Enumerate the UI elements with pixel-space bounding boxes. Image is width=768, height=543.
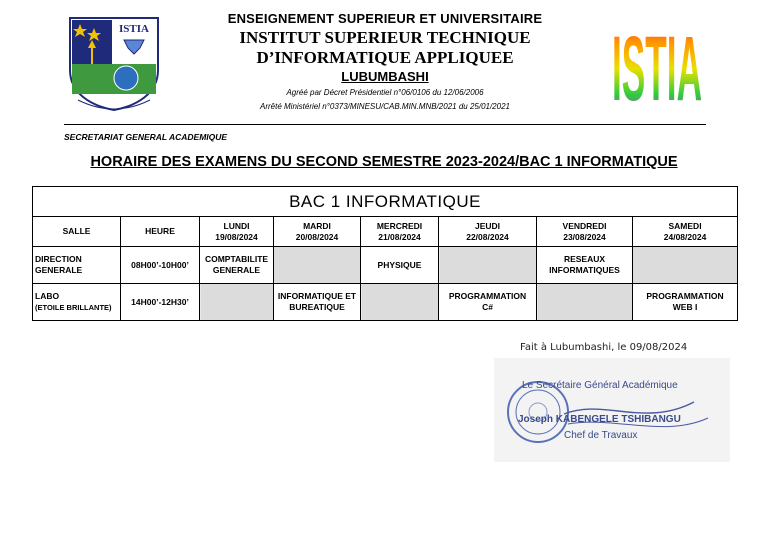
column-header-salle: SALLE	[33, 217, 121, 247]
exam-cell: PROGRAMMATION C#	[439, 284, 537, 321]
ministry-heading: ENSEIGNEMENT SUPERIEUR ET UNIVERSITAIRE	[227, 11, 543, 26]
header-divider	[64, 124, 706, 125]
department-label: SECRETARIAT GENERAL ACADEMIQUE	[64, 132, 228, 142]
empty-slot-cell	[361, 284, 439, 321]
column-header-day: VENDREDI 23/08/2024	[537, 217, 633, 247]
institute-name-line1: INSTITUT SUPERIEUR TECHNIQUE	[239, 28, 531, 47]
table-row	[33, 247, 738, 284]
exam-cell: COMPTABILITE GENERALE	[200, 247, 274, 284]
column-header-day: MARDI 20/08/2024	[274, 217, 361, 247]
exam-cell: PROGRAMMATION WEB I	[633, 284, 738, 321]
empty-slot-cell	[537, 284, 633, 321]
exam-schedule-table	[32, 186, 738, 321]
exam-cell: INFORMATIQUE ET BUREATIQUE	[274, 284, 361, 321]
decree-line: Agréé par Décret Présidentiel n°06/0106 du 12/06/2006	[286, 88, 484, 97]
arrete-line: Arrêté Ministériel n°0373/MINESU/CAB.MIN.MNB/2021 du 25/01/2021	[260, 102, 510, 111]
column-header-heure: HEURE	[121, 217, 200, 247]
room-cell: LABO (ETOILE BRILLANTE)	[33, 284, 121, 321]
istia-logo-right	[610, 14, 704, 110]
table-header-row	[33, 217, 738, 247]
table-row	[33, 284, 738, 321]
column-header-day: JEUDI 22/08/2024	[439, 217, 537, 247]
signatory-name: Joseph KABENGELE TSHIBANGU	[518, 414, 681, 425]
istia-logo-left	[66, 14, 162, 112]
svg-text:ISTIA: ISTIA	[612, 18, 702, 110]
signatory-role: Le Secrétaire Général Académique	[522, 380, 678, 391]
exam-cell: RESEAUX INFORMATIQUES	[537, 247, 633, 284]
table-banner: BAC 1 INFORMATIQUE	[33, 187, 738, 217]
column-header-day: MERCREDI 21/08/2024	[361, 217, 439, 247]
institute-name-line2: D’INFORMATIQUE APPLIQUEE	[256, 48, 514, 67]
empty-slot-cell	[274, 247, 361, 284]
official-stamp	[494, 358, 730, 462]
svg-text:ISTIA: ISTIA	[119, 23, 149, 35]
time-cell: 14H00’-12H30’	[121, 284, 200, 321]
column-header-day: SAMEDI 24/08/2024	[633, 217, 738, 247]
room-cell: DIRECTION GENERALE	[33, 247, 121, 284]
empty-slot-cell	[200, 284, 274, 321]
signatory-grade: Chef de Travaux	[564, 430, 638, 441]
time-cell: 08H00’-10H00’	[121, 247, 200, 284]
city-name: LUBUMBASHI	[341, 69, 429, 84]
empty-slot-cell	[439, 247, 537, 284]
date-place-line: Fait à Lubumbashi, le 09/08/2024	[520, 342, 688, 353]
empty-slot-cell	[633, 247, 738, 284]
page-title: HORAIRE DES EXAMENS DU SECOND SEMESTRE 2023-2024/BAC 1 INFORMATIQUE	[90, 154, 678, 170]
column-header-day: LUNDI 19/08/2024	[200, 217, 274, 247]
exam-cell: PHYSIQUE	[361, 247, 439, 284]
